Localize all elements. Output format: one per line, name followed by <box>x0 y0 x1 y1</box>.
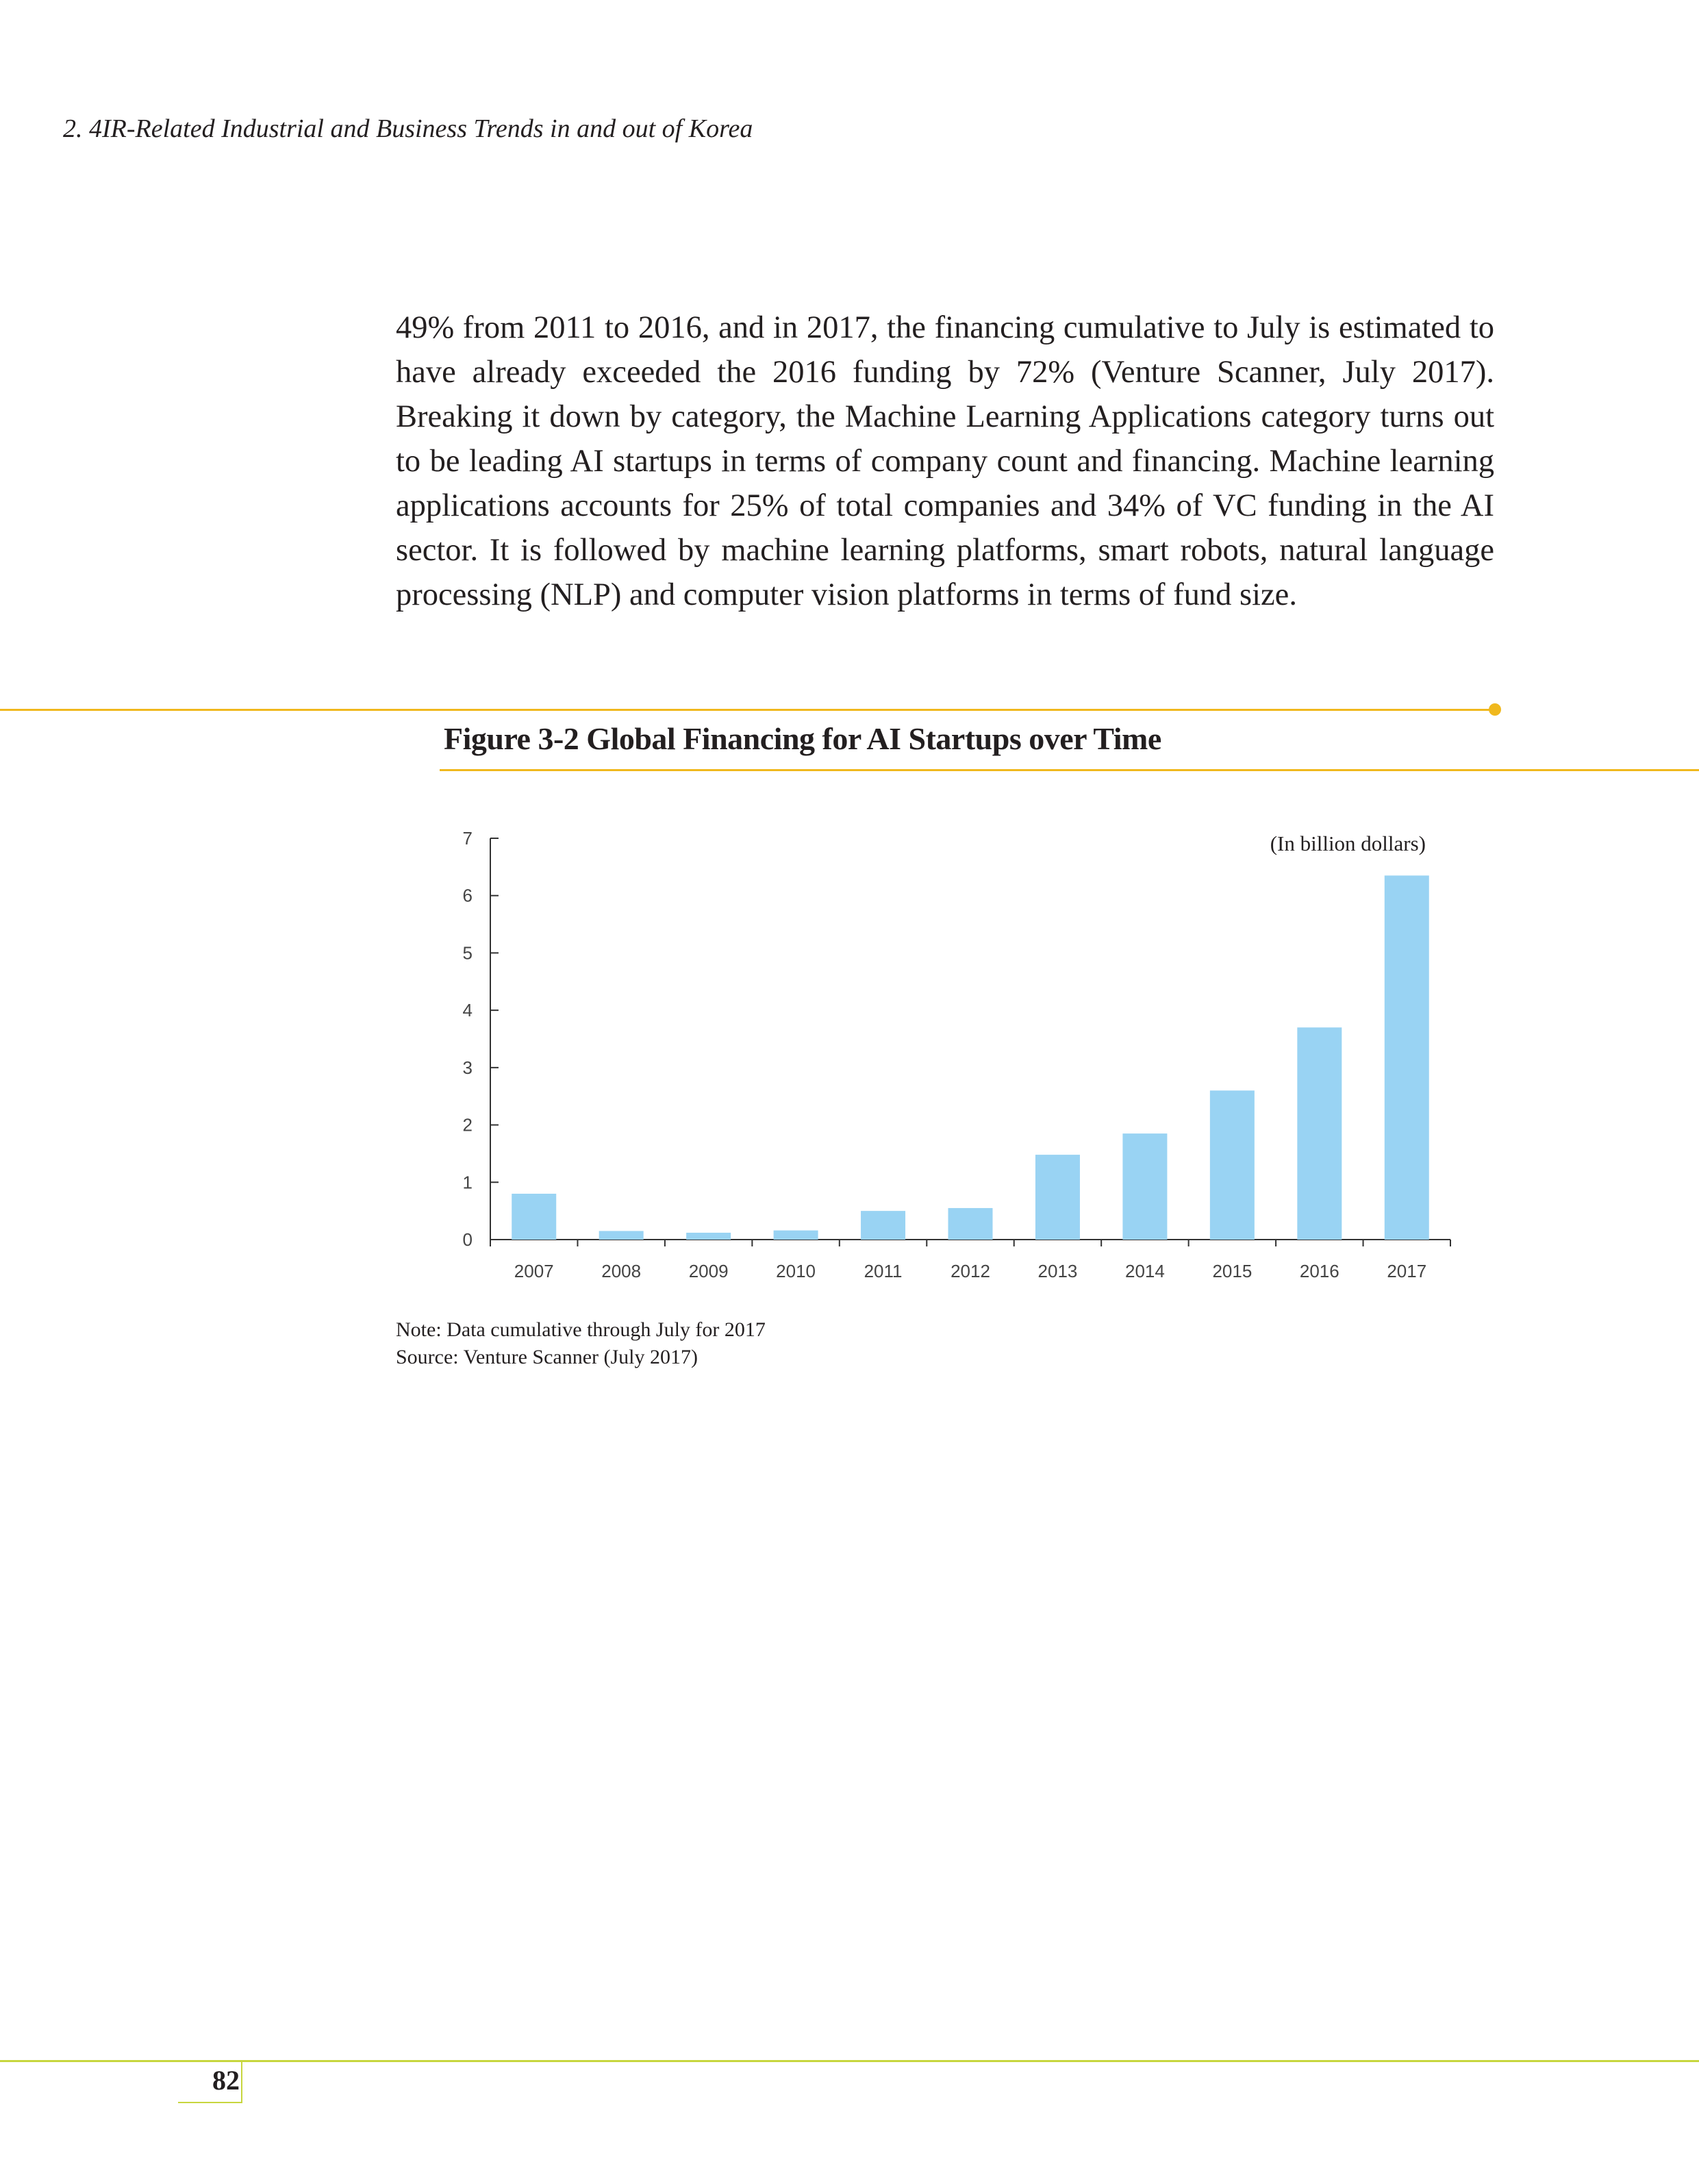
bar-2017 <box>1385 875 1429 1240</box>
figure-note: Note: Data cumulative through July for 2017 <box>396 1318 766 1341</box>
y-tick-label: 5 <box>462 942 473 964</box>
bar-2007 <box>512 1194 556 1240</box>
bar-2010 <box>774 1231 818 1240</box>
x-tick-label: 2012 <box>951 1261 990 1281</box>
bar-2015 <box>1210 1090 1255 1240</box>
bar-2009 <box>686 1233 731 1240</box>
bar-2011 <box>861 1211 905 1240</box>
x-tick-label: 2017 <box>1387 1261 1427 1281</box>
footer-rule <box>0 2060 1699 2062</box>
x-tick-label: 2014 <box>1124 1261 1165 1281</box>
x-tick-label: 2015 <box>1212 1261 1253 1281</box>
bar-2008 <box>599 1231 644 1240</box>
x-tick-label: 2016 <box>1299 1261 1339 1281</box>
bar-2014 <box>1122 1133 1167 1240</box>
chart-unit-label: (In billion dollars) <box>1270 831 1426 855</box>
y-tick-label: 2 <box>462 1114 473 1135</box>
x-tick-label: 2007 <box>514 1261 554 1281</box>
figure-source: Source: Venture Scanner (July 2017) <box>396 1346 699 1368</box>
bar-2013 <box>1035 1155 1080 1240</box>
x-tick-label: 2010 <box>776 1261 816 1281</box>
y-tick-label: 3 <box>462 1057 473 1078</box>
x-tick-label: 2009 <box>688 1261 729 1281</box>
bar-2016 <box>1297 1027 1342 1240</box>
y-tick-label: 1 <box>462 1172 473 1193</box>
y-tick-label: 7 <box>462 828 473 849</box>
y-tick-label: 4 <box>462 1000 473 1021</box>
bar-2012 <box>948 1208 993 1240</box>
figure-notes <box>396 1316 766 1371</box>
y-tick-label: 6 <box>462 885 473 906</box>
x-tick-label: 2008 <box>601 1261 642 1281</box>
x-tick-label: 2013 <box>1037 1261 1078 1281</box>
y-tick-label: 0 <box>462 1229 473 1250</box>
page-number: 82 <box>212 2065 240 2096</box>
body-paragraph: 49% from 2011 to 2016, and in 2017, the financing cumulative to July is estimated to have already exceeded the 2016 funding by 72% (Venture Scanner, July 2017). Breaking it down by category, the Machine Learning Applications category turns out to be leading AI startups in terms of company count and financing. Machine learning applications accounts for 25% of total companies and 34% of VC funding in the AI sector. It is followed by machine learning platforms, smart robots, natural language processing (NLP) and computer vision platforms in terms of fund size. <box>396 310 1494 612</box>
x-tick-label: 2011 <box>864 1261 903 1281</box>
figure-title: Figure 3-2 Global Financing for AI Startups over Time <box>444 721 1161 756</box>
running-head: 2. 4IR-Related Industrial and Business Trends in and out of Korea <box>63 114 753 143</box>
